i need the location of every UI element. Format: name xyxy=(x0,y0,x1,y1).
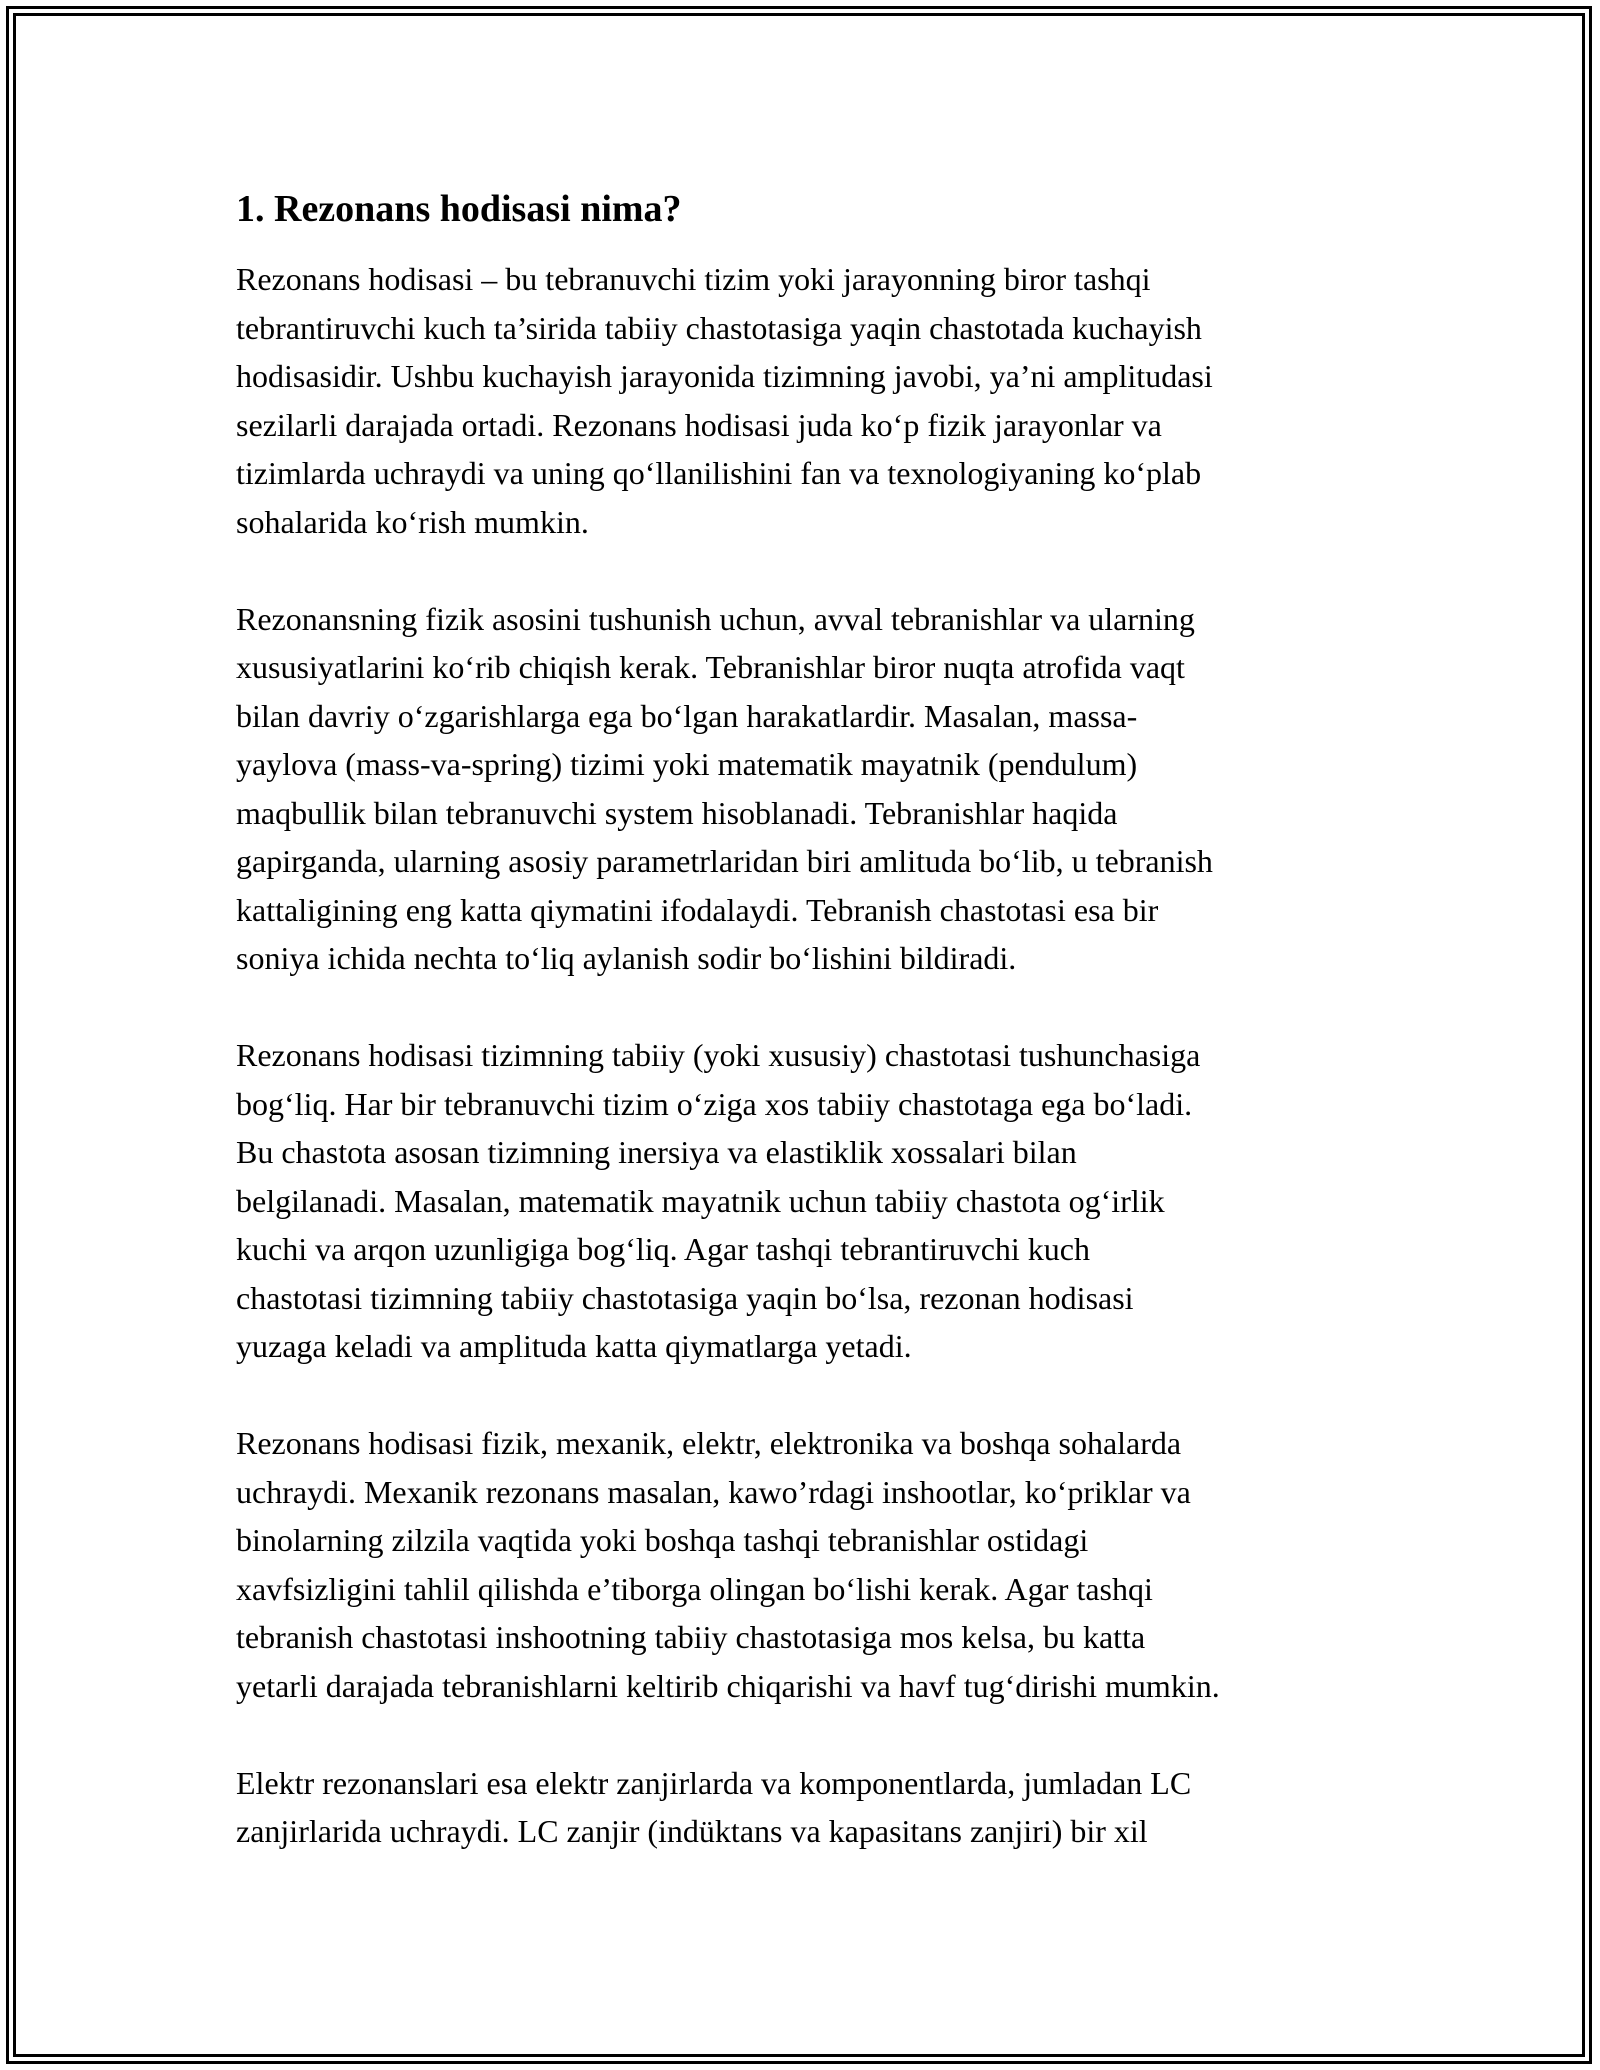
paragraph-3: Rezonans hodisasi tizimning tabiiy (yoki xususiy) chastotasi tushunchasiga bogʻliq. Har bir tebranuvchi tizim oʻziga xos tabiiy chastotaga ega boʻladi. Bu chastota asosan tizimning inersiya va elastiklik xossalari bilan belgilanadi. Masalan, matematik mayatnik uchun tabiiy chastota ogʻirlik kuchi va arqon uzunligiga bogʻliq. Agar tashqi tebrantiruvchi kuch chastotasi tizimning tabiiy chastotasiga yaqin boʻlsa, rezonan hodisasi yuzaga keladi va amplituda katta qiymatlarga yetadi. xyxy=(236,1037,1201,1364)
document-body xyxy=(236,185,1366,1904)
section-heading: 1. Rezonans hodisasi nima? xyxy=(236,188,682,230)
paragraph-2: Rezonansning fizik asosini tushunish uchun, avval tebranishlar va ularning xususiyatlarini koʻrib chiqish kerak. Tebranishlar biror nuqta atrofida vaqt bilan davriy oʻzgarishlarga ega boʻlgan harakatlardir. Masalan, massa- yaylova (mass-va-spring) tizimi yoki matematik mayatnik (pendulum) maqbullik bilan tebranuvchi system hisoblanadi. Tebranishlar haqida gapirganda, ularning asosiy parametrlaridan biri amlituda boʻlib, u tebranish kattaligining eng katta qiymatini ifodalaydi. Tebranish chastotasi esa bir soniya ichida nechta toʻliq aylanish sodir boʻlishini bildiradi. xyxy=(236,600,1213,976)
paragraph-1: Rezonans hodisasi – bu tebranuvchi tizim yoki jarayonning biror tashqi tebrantiruvchi kuch ta’sirida tabiiy chastotasiga yaqin chastotada kuchayish hodisasidir. Ushbu kuchayish jarayonida tizimning javobi, ya’ni amplitudasi sezilarli darajada ortadi. Rezonans hodisasi juda koʻp fizik jarayonlar va tizimlarda uchraydi va uning qoʻllanilishini fan va texnologiyaning koʻplab sohalarida koʻrish mumkin. xyxy=(236,261,1213,540)
paragraph-4: Rezonans hodisasi fizik, mexanik, elektr, elektronika va boshqa sohalarda uchraydi. Mexanik rezonans masalan, kawo’rdagi inshootlar, koʻpriklar va binolarning zilzila vaqtida yoki boshqa tashqi tebranishlar ostidagi xavfsizligini tahlil qilishda e’tiborga olingan boʻlishi kerak. Agar tashqi tebranish chastotasi inshootning tabiiy chastotasiga mos kelsa, bu katta yetarli darajada tebranishlarni keltirib chiqarishi va havf tugʻdirishi mumkin. xyxy=(236,1425,1220,1704)
paragraph-5: Elektr rezonanslari esa elektr zanjirlarda va komponentlarda, jumladan LC zanjirlarida uchraydi. LC zanjir (indüktans va kapasitans zanjiri) bir xil xyxy=(236,1764,1192,1849)
